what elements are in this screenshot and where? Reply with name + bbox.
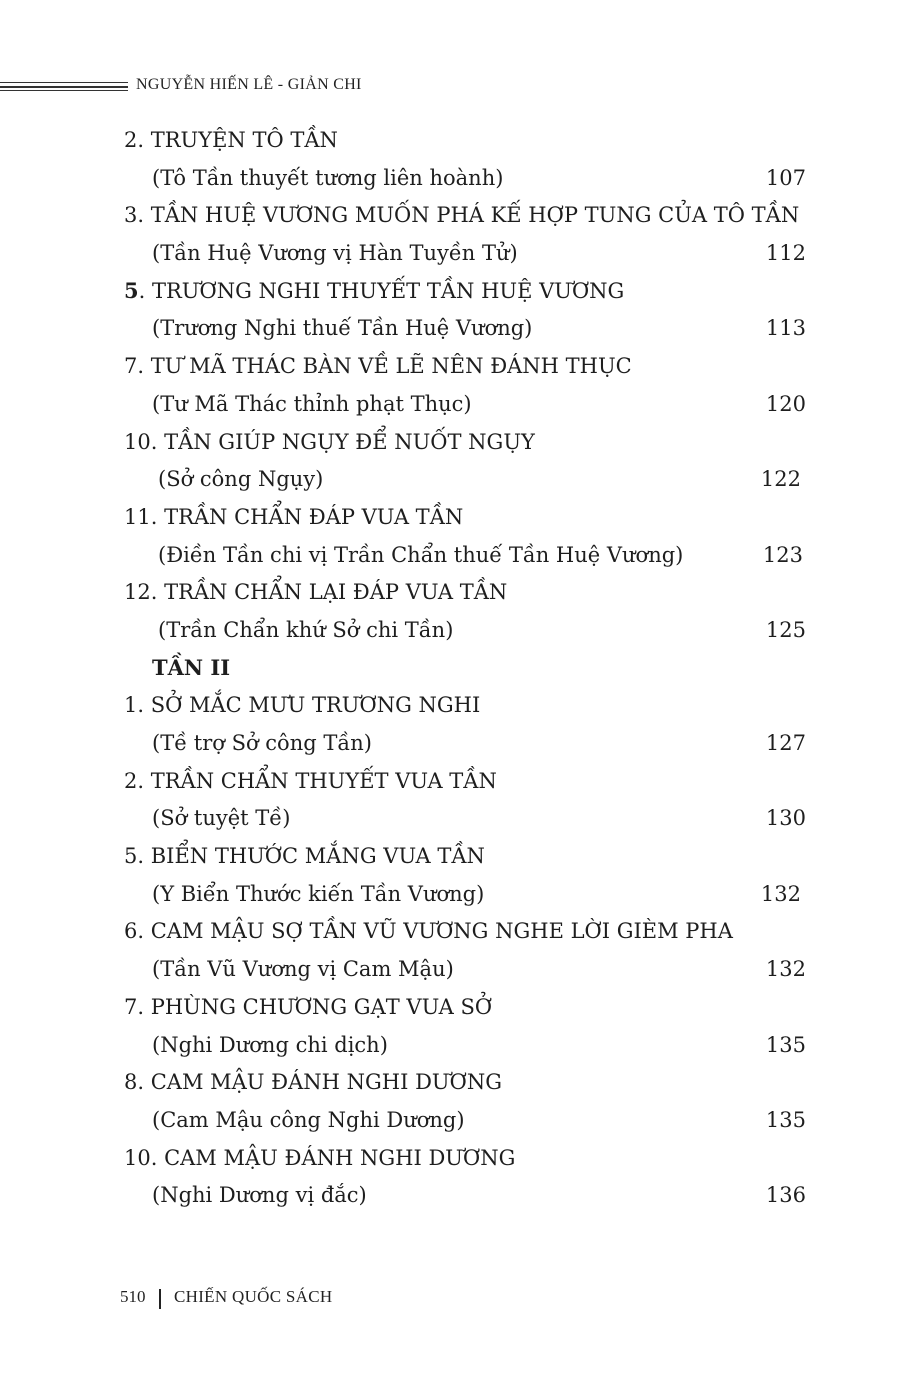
toc-entry-subtitle	[0, 1175, 919, 1213]
entry-subtitle-text: (Sở công Ngụy)	[158, 467, 324, 492]
entry-subtitle-text: (Tần Huệ Vương vị Hàn Tuyền Tử)	[152, 241, 518, 266]
entry-title-rest: . TRƯƠNG NGHI THUYẾT TẦN HUỆ VƯƠNG	[138, 278, 625, 303]
entry-subtitle-text: (Tề trợ Sở công Tần)	[152, 731, 372, 755]
entry-title-text: 7. TƯ MÃ THÁC BÀN VỀ LẼ NÊN ĐÁNH THỤC	[124, 354, 632, 379]
entry-title-text: 10. TẦN GIÚP NGỤY ĐỂ NUỐT NGỤY	[124, 429, 535, 454]
toc-entry-title	[0, 987, 919, 1025]
entry-subtitle-text: (Tô Tần thuyết tương liên hoành)	[152, 165, 504, 190]
running-header	[0, 74, 919, 100]
entry-subtitle-text: (Tư Mã Thác thỉnh phạt Thục)	[152, 391, 472, 416]
entry-subtitle-text: (Nghi Dương vị đắc)	[152, 1183, 367, 1208]
entry-page-number: 123	[762, 542, 803, 567]
entry-page-number: 125	[765, 617, 806, 642]
footer-page-number: 510	[120, 1287, 146, 1306]
header-rule-lines	[0, 82, 128, 90]
entry-page-number: 122	[760, 467, 801, 492]
toc-entry-subtitle	[0, 308, 919, 346]
entry-subtitle-text: (Y Biển Thước kiến Tần Vương)	[152, 881, 485, 906]
toc-entry-title	[0, 195, 919, 233]
toc-entry-subtitle	[0, 723, 919, 761]
entry-page-number: 136	[765, 1183, 806, 1208]
entry-title-text: 2. TRẦN CHẨN THUYẾT VUA TẦN	[124, 768, 497, 793]
toc-entry-subtitle	[0, 535, 919, 573]
toc-entry-title	[0, 911, 919, 949]
entry-title-text: 6. CAM MẬU SỢ TẦN VŨ VƯƠNG NGHE LỜI GIÈM PHA	[124, 919, 733, 944]
entry-title-text: 12. TRẦN CHẨN LẠI ĐÁP VUA TẦN	[124, 580, 508, 605]
entry-subtitle-text: (Cam Mậu công Nghi Dương)	[152, 1107, 465, 1132]
entry-number: 5	[124, 277, 139, 303]
footer-book-title: CHIẾN QUỐC SÁCH	[174, 1287, 333, 1306]
toc-entry-title	[0, 761, 919, 799]
entry-title-text: 10. CAM MẬU ĐÁNH NGHI DƯƠNG	[124, 1145, 516, 1170]
toc-entry-subtitle	[0, 949, 919, 987]
entry-subtitle-text: (Sở tuyệt Tề)	[152, 806, 291, 831]
part-heading-text: TẦN II	[152, 654, 231, 680]
entry-page-number: 113	[765, 316, 806, 341]
entry-title-text	[124, 271, 624, 311]
entry-subtitle-text: (Tần Vũ Vương vị Cam Mậu)	[152, 957, 454, 982]
entry-page-number: 132	[765, 957, 806, 982]
entry-title-text: 2. TRUYỆN TÔ TẦN	[124, 128, 338, 152]
entry-page-number: 107	[765, 165, 806, 190]
toc-entry-title	[0, 1062, 919, 1100]
toc-entry-title	[0, 685, 919, 723]
entry-page-number: 130	[765, 806, 806, 831]
toc-entry-subtitle	[0, 798, 919, 836]
entry-title-text: 7. PHÙNG CHƯƠNG GẠT VUA SỞ	[124, 994, 493, 1019]
toc-entry-subtitle	[0, 610, 919, 648]
toc-entry-subtitle	[0, 1025, 919, 1063]
entry-page-number: 112	[765, 241, 806, 266]
entry-page-number: 127	[765, 731, 806, 755]
toc-entry-title	[0, 1138, 919, 1176]
entry-title-text: 5. BIỂN THƯỚC MẮNG VUA TẦN	[124, 844, 485, 869]
entry-subtitle-text: (Điền Tần chi vị Trần Chẩn thuế Tần Huệ Vương)	[158, 542, 684, 567]
entry-page-number: 135	[765, 1107, 806, 1132]
toc-entry-title	[0, 271, 919, 309]
toc-entry-title	[0, 120, 919, 158]
toc-entry-subtitle	[0, 384, 919, 422]
toc-entry-title	[0, 836, 919, 874]
entry-title-text: 3. TẦN HUỆ VƯƠNG MUỐN PHÁ KẾ HỢP TUNG CỦA TÔ TẦN	[124, 203, 800, 228]
entry-title-text: 11. TRẦN CHẨN ĐÁP VUA TẦN	[124, 504, 464, 529]
entry-page-number: 120	[765, 391, 806, 416]
entry-subtitle-text: (Trương Nghi thuế Tần Huệ Vương)	[152, 316, 533, 341]
toc-entry-subtitle	[0, 233, 919, 271]
running-title: NGUYỄN HIẾN LÊ - GIẢN CHI	[136, 76, 362, 93]
entry-title-text: 8. CAM MẬU ĐÁNH NGHI DƯƠNG	[124, 1070, 502, 1095]
table-of-contents	[0, 120, 919, 1213]
toc-entry-title	[0, 497, 919, 535]
toc-part-heading	[0, 648, 919, 686]
toc-entry-subtitle	[0, 158, 919, 196]
toc-entry-title	[0, 572, 919, 610]
entry-page-number: 132	[760, 881, 801, 906]
entry-subtitle-text: (Nghi Dương chi dịch)	[152, 1032, 388, 1057]
toc-entry-title	[0, 346, 919, 384]
entry-title-text: 1. SỞ MẮC MƯU TRƯƠNG NGHI	[124, 693, 481, 718]
toc-entry-subtitle	[0, 1100, 919, 1138]
toc-entry-subtitle	[0, 874, 919, 912]
toc-entry-title	[0, 422, 919, 460]
toc-entry-subtitle	[0, 459, 919, 497]
footer-separator	[159, 1289, 161, 1309]
entry-subtitle-text: (Trần Chẩn khứ Sở chi Tần)	[158, 617, 454, 642]
entry-page-number: 135	[765, 1032, 806, 1057]
